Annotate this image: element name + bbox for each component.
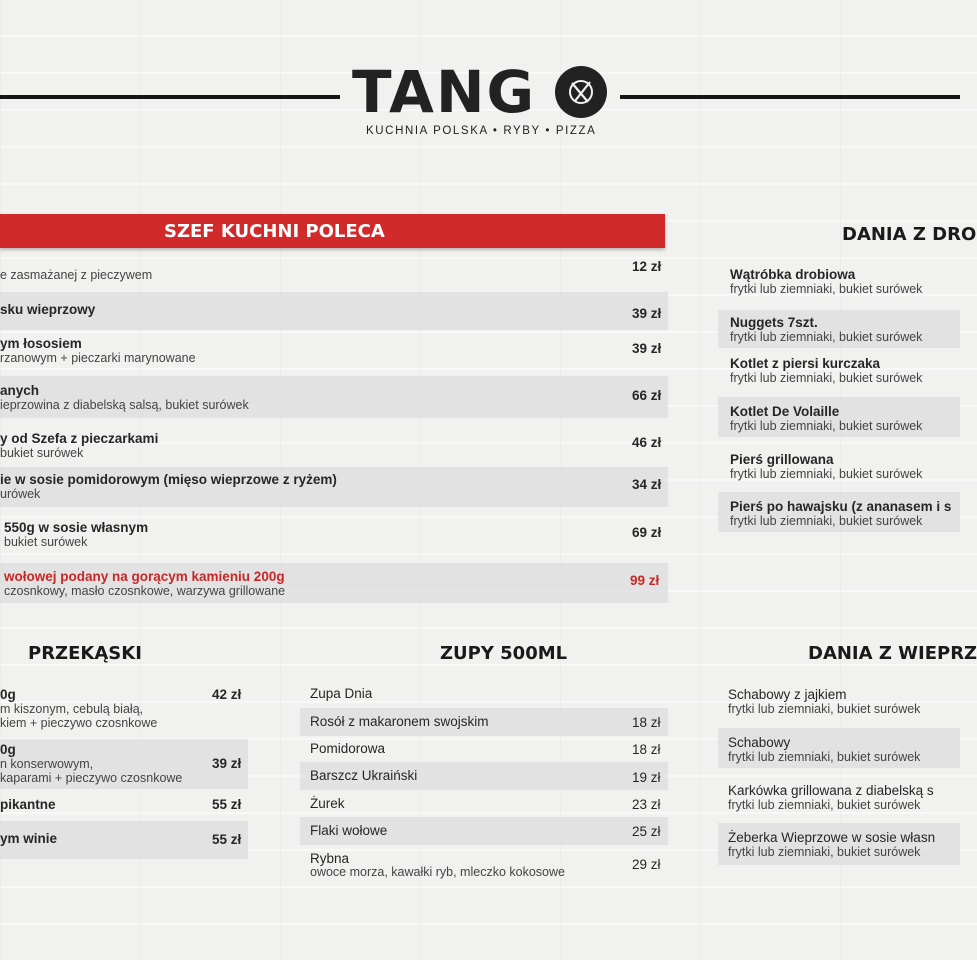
header-rule-right (620, 95, 960, 99)
menu-item (0, 792, 248, 818)
menu-item (0, 333, 668, 373)
menu-item (0, 512, 668, 554)
menu-item (718, 492, 960, 532)
item-desc: bukiet surówek (0, 446, 84, 460)
item-name: Kotlet De Volaille (730, 404, 840, 419)
item-desc: frytki lub ziemniaki, bukiet surówek (730, 419, 923, 433)
menu-item (718, 778, 960, 816)
item-name: Żurek (310, 796, 345, 811)
item-desc: kaparami + pieczywo czosnkowe (0, 771, 183, 785)
header-rule-left (0, 95, 340, 99)
item-price: 25 zł (632, 824, 661, 839)
item-name: Zupa Dnia (310, 686, 373, 701)
item-price: 39 zł (212, 756, 242, 771)
item-desc: frytki lub ziemniaki, bukiet surówek (728, 845, 921, 859)
item-name: sku wieprzowy (0, 302, 96, 317)
section-title-poultry: DANIA Z DRO (842, 224, 977, 245)
item-desc: frytki lub ziemniaki, bukiet surówek (728, 750, 921, 764)
item-price: 66 zł (632, 388, 662, 403)
item-name: ym winie (0, 831, 58, 846)
menu-item (0, 821, 248, 859)
item-price: 29 zł (632, 857, 661, 872)
menu-item (718, 264, 960, 302)
item-desc: urówek (0, 487, 41, 501)
item-price: 18 zł (632, 742, 661, 757)
menu-item (300, 737, 668, 761)
item-desc: bukiet surówek (4, 535, 88, 549)
item-name: Schabowy (728, 735, 791, 750)
tagline: KUCHNIA POLSKA • RYBY • PIZZA (366, 125, 597, 137)
item-desc: czosnkowy, masło czosnkowe, warzywa grillowane (4, 584, 286, 598)
item-price: 18 zł (632, 715, 661, 730)
item-name: Nuggets 7szt. (730, 315, 818, 330)
menu-item (0, 467, 668, 507)
item-price: 39 zł (632, 341, 662, 356)
item-desc: frytki lub ziemniaki, bukiet surówek (730, 467, 923, 481)
menu-item (718, 310, 960, 348)
item-price: 23 zł (632, 797, 661, 812)
item-price: 34 zł (632, 477, 662, 492)
item-price: 46 zł (632, 435, 662, 450)
item-name: Barszcz Ukraiński (310, 768, 418, 783)
menu-item (718, 823, 960, 865)
item-desc: frytki lub ziemniaki, bukiet surówek (728, 702, 921, 716)
brand-name: TANG (352, 58, 537, 126)
item-name: ym łososiem (0, 336, 82, 351)
section-title-pork: DANIA Z WIEPRZ (808, 643, 977, 664)
item-desc: n konserwowym, (0, 757, 94, 771)
menu-item (0, 423, 668, 463)
section-title: SZEF KUCHNI POLECA (164, 221, 385, 242)
menu-item-highlighted (0, 563, 668, 603)
menu-item (300, 817, 668, 845)
item-name: anych (0, 383, 40, 398)
item-price: 39 zł (632, 306, 662, 321)
menu-item (0, 739, 248, 789)
item-name: ie w sosie pomidorowym (mięso wieprzowe z ryżem) (0, 472, 337, 487)
item-desc: m kiszonym, cebulą białą, (0, 702, 144, 716)
chef-recommends-header (0, 214, 665, 248)
item-desc: frytki lub ziemniaki, bukiet surówek (730, 282, 923, 296)
menu-item (0, 292, 668, 330)
item-name: Rybna (310, 851, 350, 866)
item-price: 19 zł (632, 770, 661, 785)
item-name: 0g (0, 687, 16, 702)
item-name: Żeberka Wieprzowe w sosie własn (728, 830, 936, 845)
menu-item (0, 683, 248, 733)
item-name: Pierś grillowana (730, 452, 834, 467)
item-name: pikantne (0, 797, 56, 812)
item-name: y od Szefa z pieczarkami (0, 431, 159, 446)
item-name: Karkówka grillowana z diabelską s (728, 783, 934, 798)
item-price: 55 zł (212, 797, 242, 812)
menu-item (718, 397, 960, 437)
section-title-snacks: PRZEKĄSKI (28, 643, 142, 664)
item-desc: e zasmażanej z pieczywem (0, 268, 153, 282)
item-name: Pomidorowa (310, 741, 386, 756)
fork-knife-logo-icon (555, 66, 607, 118)
menu-item (300, 682, 668, 706)
menu-item (300, 762, 668, 790)
item-name: Rosół z makaronem swojskim (310, 714, 489, 729)
item-price: 69 zł (632, 525, 662, 540)
item-desc: frytki lub ziemniaki, bukiet surówek (730, 514, 923, 528)
item-desc: frytki lub ziemniaki, bukiet surówek (730, 371, 923, 385)
item-name: Kotlet z piersi kurczaka (730, 356, 881, 371)
item-name: 0g (0, 742, 16, 757)
item-desc: owoce morza, kawałki ryb, mleczko kokosowe (310, 865, 565, 879)
menu-item (300, 708, 668, 736)
menu-item (718, 447, 960, 485)
item-desc: kiem + pieczywo czosnkowe (0, 716, 158, 730)
menu-item (300, 791, 668, 815)
item-desc: frytki lub ziemniaki, bukiet surówek (728, 798, 921, 812)
item-name: 550g w sosie własnym (4, 520, 149, 535)
menu-item (718, 353, 960, 391)
item-price: 42 zł (212, 687, 242, 702)
item-name: wołowej podany na gorącym kamieniu 200g (4, 569, 285, 584)
menu-item (0, 252, 668, 288)
item-desc: rzanowym + pieczarki marynowane (0, 351, 196, 365)
item-name: Pierś po hawajsku (z ananasem i s (730, 499, 952, 514)
menu-item (0, 376, 668, 418)
menu-item (718, 728, 960, 768)
item-name: Flaki wołowe (310, 823, 388, 838)
item-name: Schabowy z jajkiem (728, 687, 847, 702)
item-price: 99 zł (630, 573, 660, 588)
item-name: Wątróbka drobiowa (730, 267, 856, 282)
menu-item (718, 683, 960, 721)
section-title-soups: ZUPY 500ML (440, 643, 568, 664)
item-price: 12 zł (632, 259, 662, 274)
item-desc: frytki lub ziemniaki, bukiet surówek (730, 330, 923, 344)
menu-item (300, 847, 668, 883)
item-desc: ieprzowina z diabelską salsą, bukiet surówek (0, 398, 249, 412)
item-price: 55 zł (212, 832, 242, 847)
